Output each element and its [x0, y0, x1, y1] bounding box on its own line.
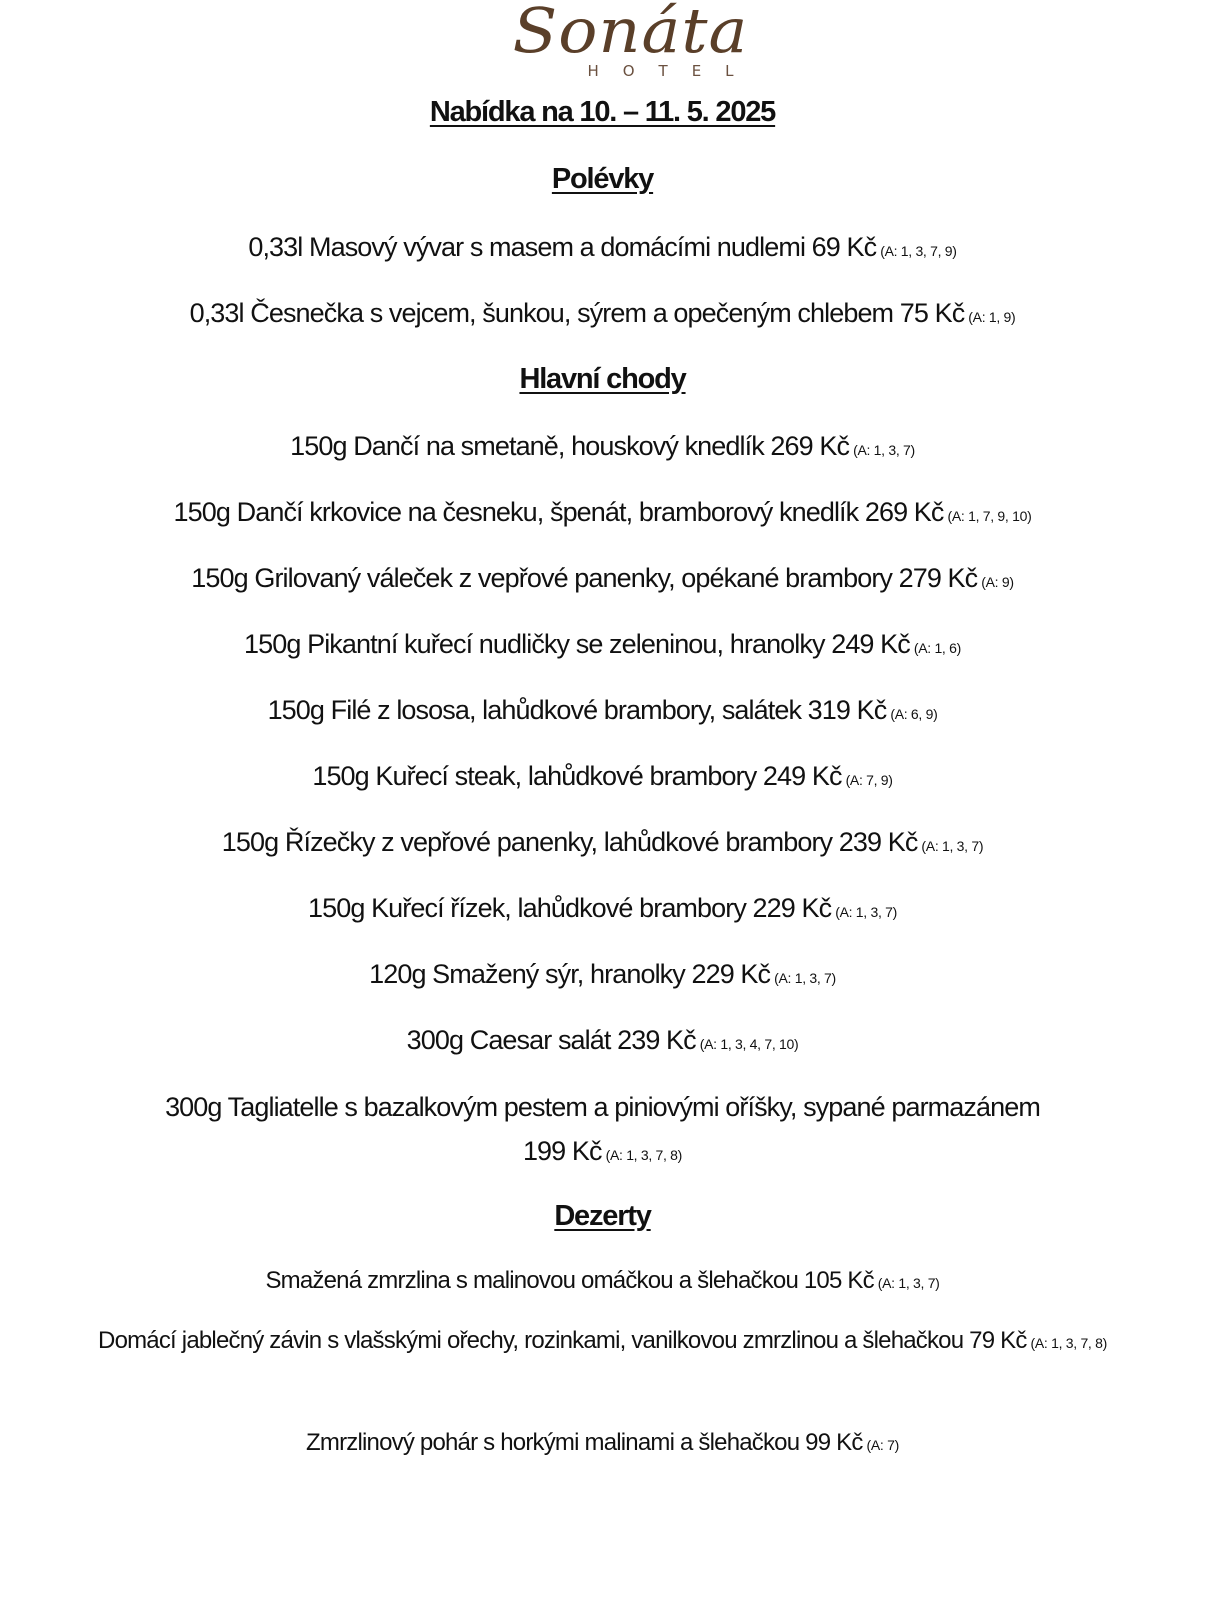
item-text: 150g Pikantní kuřecí nudličky se zeleninou, hranolky 249 Kč [244, 629, 910, 659]
item-text: Smažená zmrzlina s malinovou omáčkou a šlehačkou 105 Kč [265, 1267, 874, 1294]
menu-item [40, 424, 1165, 472]
menu-item [40, 952, 1165, 1000]
item-text: 150g Dančí krkovice na česneku, špenát, bramborový knedlík 269 Kč [173, 497, 944, 527]
item-text: 300g Caesar salát 239 Kč [406, 1025, 696, 1055]
item-allergens: (A: 7, 9) [845, 772, 893, 788]
item-allergens: (A: 1, 7, 9, 10) [947, 508, 1032, 524]
section-heading-main-courses: Hlavní chody [519, 363, 686, 395]
item-allergens: (A: 1, 3, 4, 7, 10) [699, 1036, 799, 1052]
item-allergens: (A: 1, 6) [913, 640, 961, 656]
item-allergens: (A: 1, 9) [968, 309, 1016, 325]
menu-item [150, 1085, 1055, 1177]
item-text: 120g Smažený sýr, hranolky 229 Kč [369, 959, 771, 989]
menu-item [40, 1422, 1165, 1466]
item-allergens: (A: 1, 3, 7) [877, 1275, 940, 1291]
item-text: 150g Kuřecí řízek, lahůdkové brambory 229 Kč [308, 893, 832, 923]
item-text: 300g Tagliatelle s bazalkovým pestem a piniovými oříšky, sypané parmazánem 199 Kč [165, 1092, 1040, 1166]
menu-item [40, 820, 1165, 868]
logo-script-text: Sonáta [512, 0, 749, 67]
menu-item [40, 225, 1165, 273]
item-allergens: (A: 7) [866, 1437, 899, 1453]
item-text: Zmrzlinový pohár s horkými malinami a šlehačkou 99 Kč [306, 1429, 863, 1456]
menu-item [40, 688, 1165, 736]
menu-item [40, 1260, 1165, 1304]
menu-item [40, 886, 1165, 934]
item-text: 150g Kuřecí steak, lahůdkové brambory 249 Kč [312, 761, 842, 791]
item-allergens: (A: 6, 9) [890, 706, 938, 722]
item-text: Domácí jablečný závin s vlašskými ořechy, rozinkami, vanilkovou zmrzlinou a šlehačkou 79 Kč [98, 1327, 1027, 1354]
item-text: 0,33l Česnečka s vejcem, šunkou, sýrem a opečeným chlebem 75 Kč [189, 298, 965, 328]
item-text: 150g Grilovaný váleček z vepřové panenky, opékané brambory 279 Kč [191, 563, 978, 593]
section-heading-desserts: Dezerty [554, 1200, 651, 1232]
menu-item [40, 1018, 1165, 1066]
item-text: 150g Filé z lososa, lahůdkové brambory, salátek 319 Kč [267, 695, 887, 725]
item-text: 0,33l Masový vývar s masem a domácími nudlemi 69 Kč [248, 232, 877, 262]
section-heading-soups: Polévky [551, 163, 654, 195]
item-allergens: (A: 1, 3, 7) [921, 838, 984, 854]
hotel-logo [0, 0, 1205, 95]
menu-item [40, 622, 1165, 670]
menu-item [40, 490, 1165, 538]
menu-item [60, 1320, 1145, 1364]
menu-title: Nabídka na 10. – 11. 5. 2025 [429, 96, 776, 128]
menu-item [40, 754, 1165, 802]
item-allergens: (A: 1, 3, 7) [774, 970, 836, 986]
item-allergens: (A: 1, 3, 7) [835, 904, 897, 920]
item-allergens: (A: 1, 3, 7) [853, 442, 915, 458]
item-allergens: (A: 1, 3, 7, 9) [880, 243, 957, 259]
item-allergens: (A: 1, 3, 7, 8) [605, 1147, 683, 1163]
item-allergens: (A: 9) [981, 574, 1014, 590]
item-text: 150g Dančí na smetaně, houskový knedlík 269 Kč [290, 431, 850, 461]
menu-item [40, 291, 1165, 339]
menu-item [40, 556, 1165, 604]
item-allergens: (A: 1, 3, 7, 8) [1030, 1335, 1107, 1351]
item-text: 150g Řízečky z vepřové panenky, lahůdkové brambory 239 Kč [221, 827, 918, 857]
logo-sub-text: HOTEL [587, 62, 758, 80]
